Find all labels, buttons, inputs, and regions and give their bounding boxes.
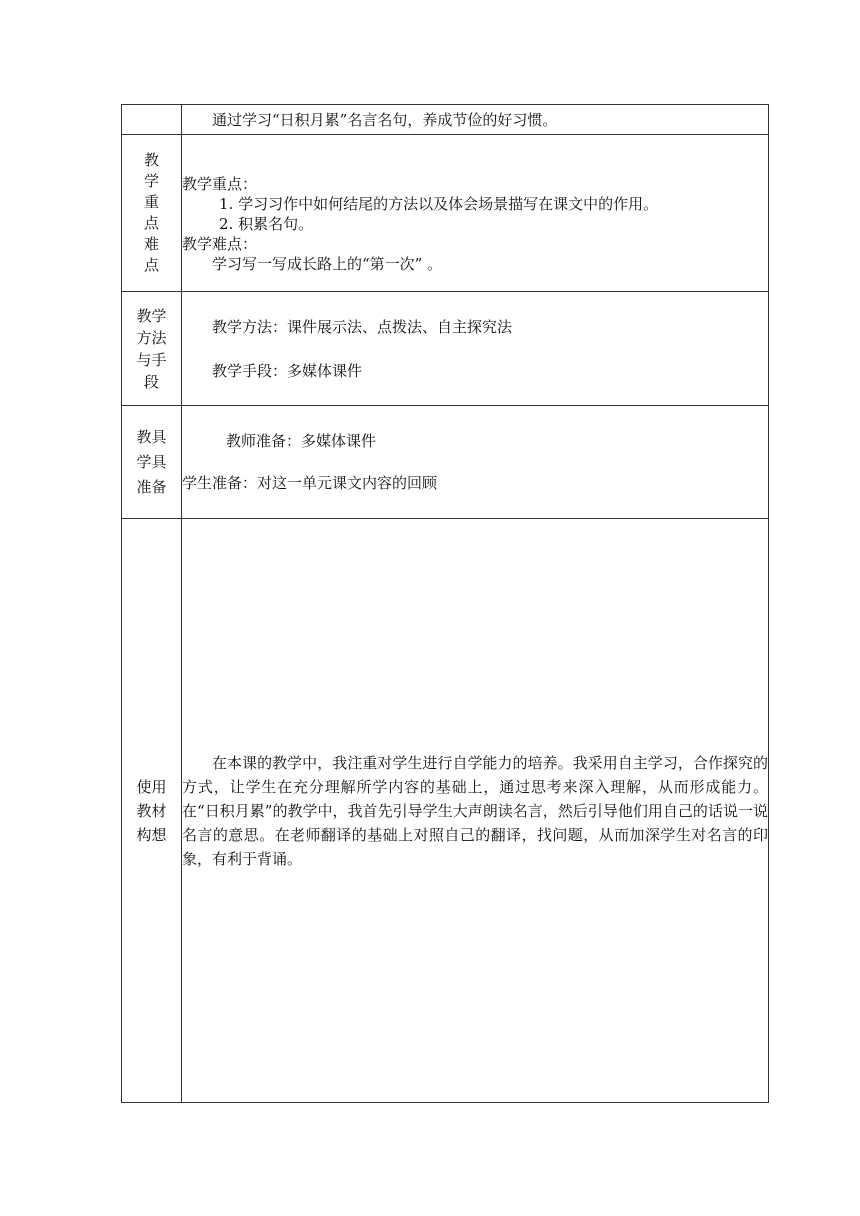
row-concept (122, 519, 769, 1103)
means-text: 教学手段：多媒体课件 (212, 361, 363, 380)
label-line: 教材 (136, 801, 167, 820)
label-char: 难 (143, 235, 159, 253)
row-concept-label (122, 519, 182, 1103)
label-char: 点 (143, 256, 159, 274)
focus-item: 2. 积累名句。 (219, 215, 314, 233)
row-tools-label (122, 406, 182, 519)
focus-heading: 教学重点： (182, 175, 258, 193)
method-text: 教学方法：课件展示法、点拨法、自主探究法 (212, 317, 513, 336)
label-char: 重 (143, 193, 159, 211)
label-line: 准备 (136, 477, 167, 496)
row-goal-content (182, 105, 769, 135)
label-line: 段 (143, 372, 159, 391)
difficulty-heading: 教学难点： (182, 235, 258, 253)
teacher-prep-text: 教师准备：多媒体课件 (226, 432, 377, 450)
row-key-points-label (122, 135, 182, 292)
row-methods-label (122, 292, 182, 406)
label-char: 学 (143, 172, 159, 190)
focus-item: 1. 学习习作中如何结尾的方法以及体会场景描写在课文中的作用。 (219, 195, 659, 213)
row-goal (122, 105, 769, 135)
label-line: 学具 (136, 452, 167, 471)
row-tools-content (182, 406, 769, 519)
row-methods-content (182, 292, 769, 406)
row-concept-content (182, 519, 769, 1103)
concept-paragraph: 在本课的教学中，我注重对学生进行自学能力的培养。我采用自主学习，合作探究的方式，让学生在充分理解所学内容的基础上，通过思考来深入理解，从而形成能力。在“日积月累”的教学中，我首先引导学生大声朗读名言，然后引导他们用自己的话说一说名言的意思。在老师翻译的基础上对照自己的翻译，找问题，从而加深学生对名言的印象，有利于背诵。 (182, 753, 768, 868)
label-char: 教 (143, 151, 159, 169)
row-methods (122, 292, 769, 406)
row-goal-label (122, 105, 182, 135)
label-line: 构想 (136, 825, 167, 844)
label-line: 教学 (136, 306, 167, 325)
label-line: 教具 (136, 427, 167, 446)
label-line: 与手 (136, 350, 167, 369)
row-key-points-content (182, 135, 769, 292)
difficulty-text: 学习写一写成长路上的“第一次” 。 (212, 255, 443, 273)
student-prep-text: 学生准备：对这一单元课文内容的回顾 (182, 474, 438, 492)
row-key-points (122, 135, 769, 292)
label-line: 方法 (136, 328, 167, 347)
row-tools (122, 406, 769, 519)
goal-text: 通过学习“日积月累”名言名句，养成节俭的好习惯。 (212, 110, 558, 129)
label-line: 使用 (136, 777, 167, 796)
lesson-plan-table (121, 104, 769, 1103)
label-char: 点 (143, 214, 159, 232)
